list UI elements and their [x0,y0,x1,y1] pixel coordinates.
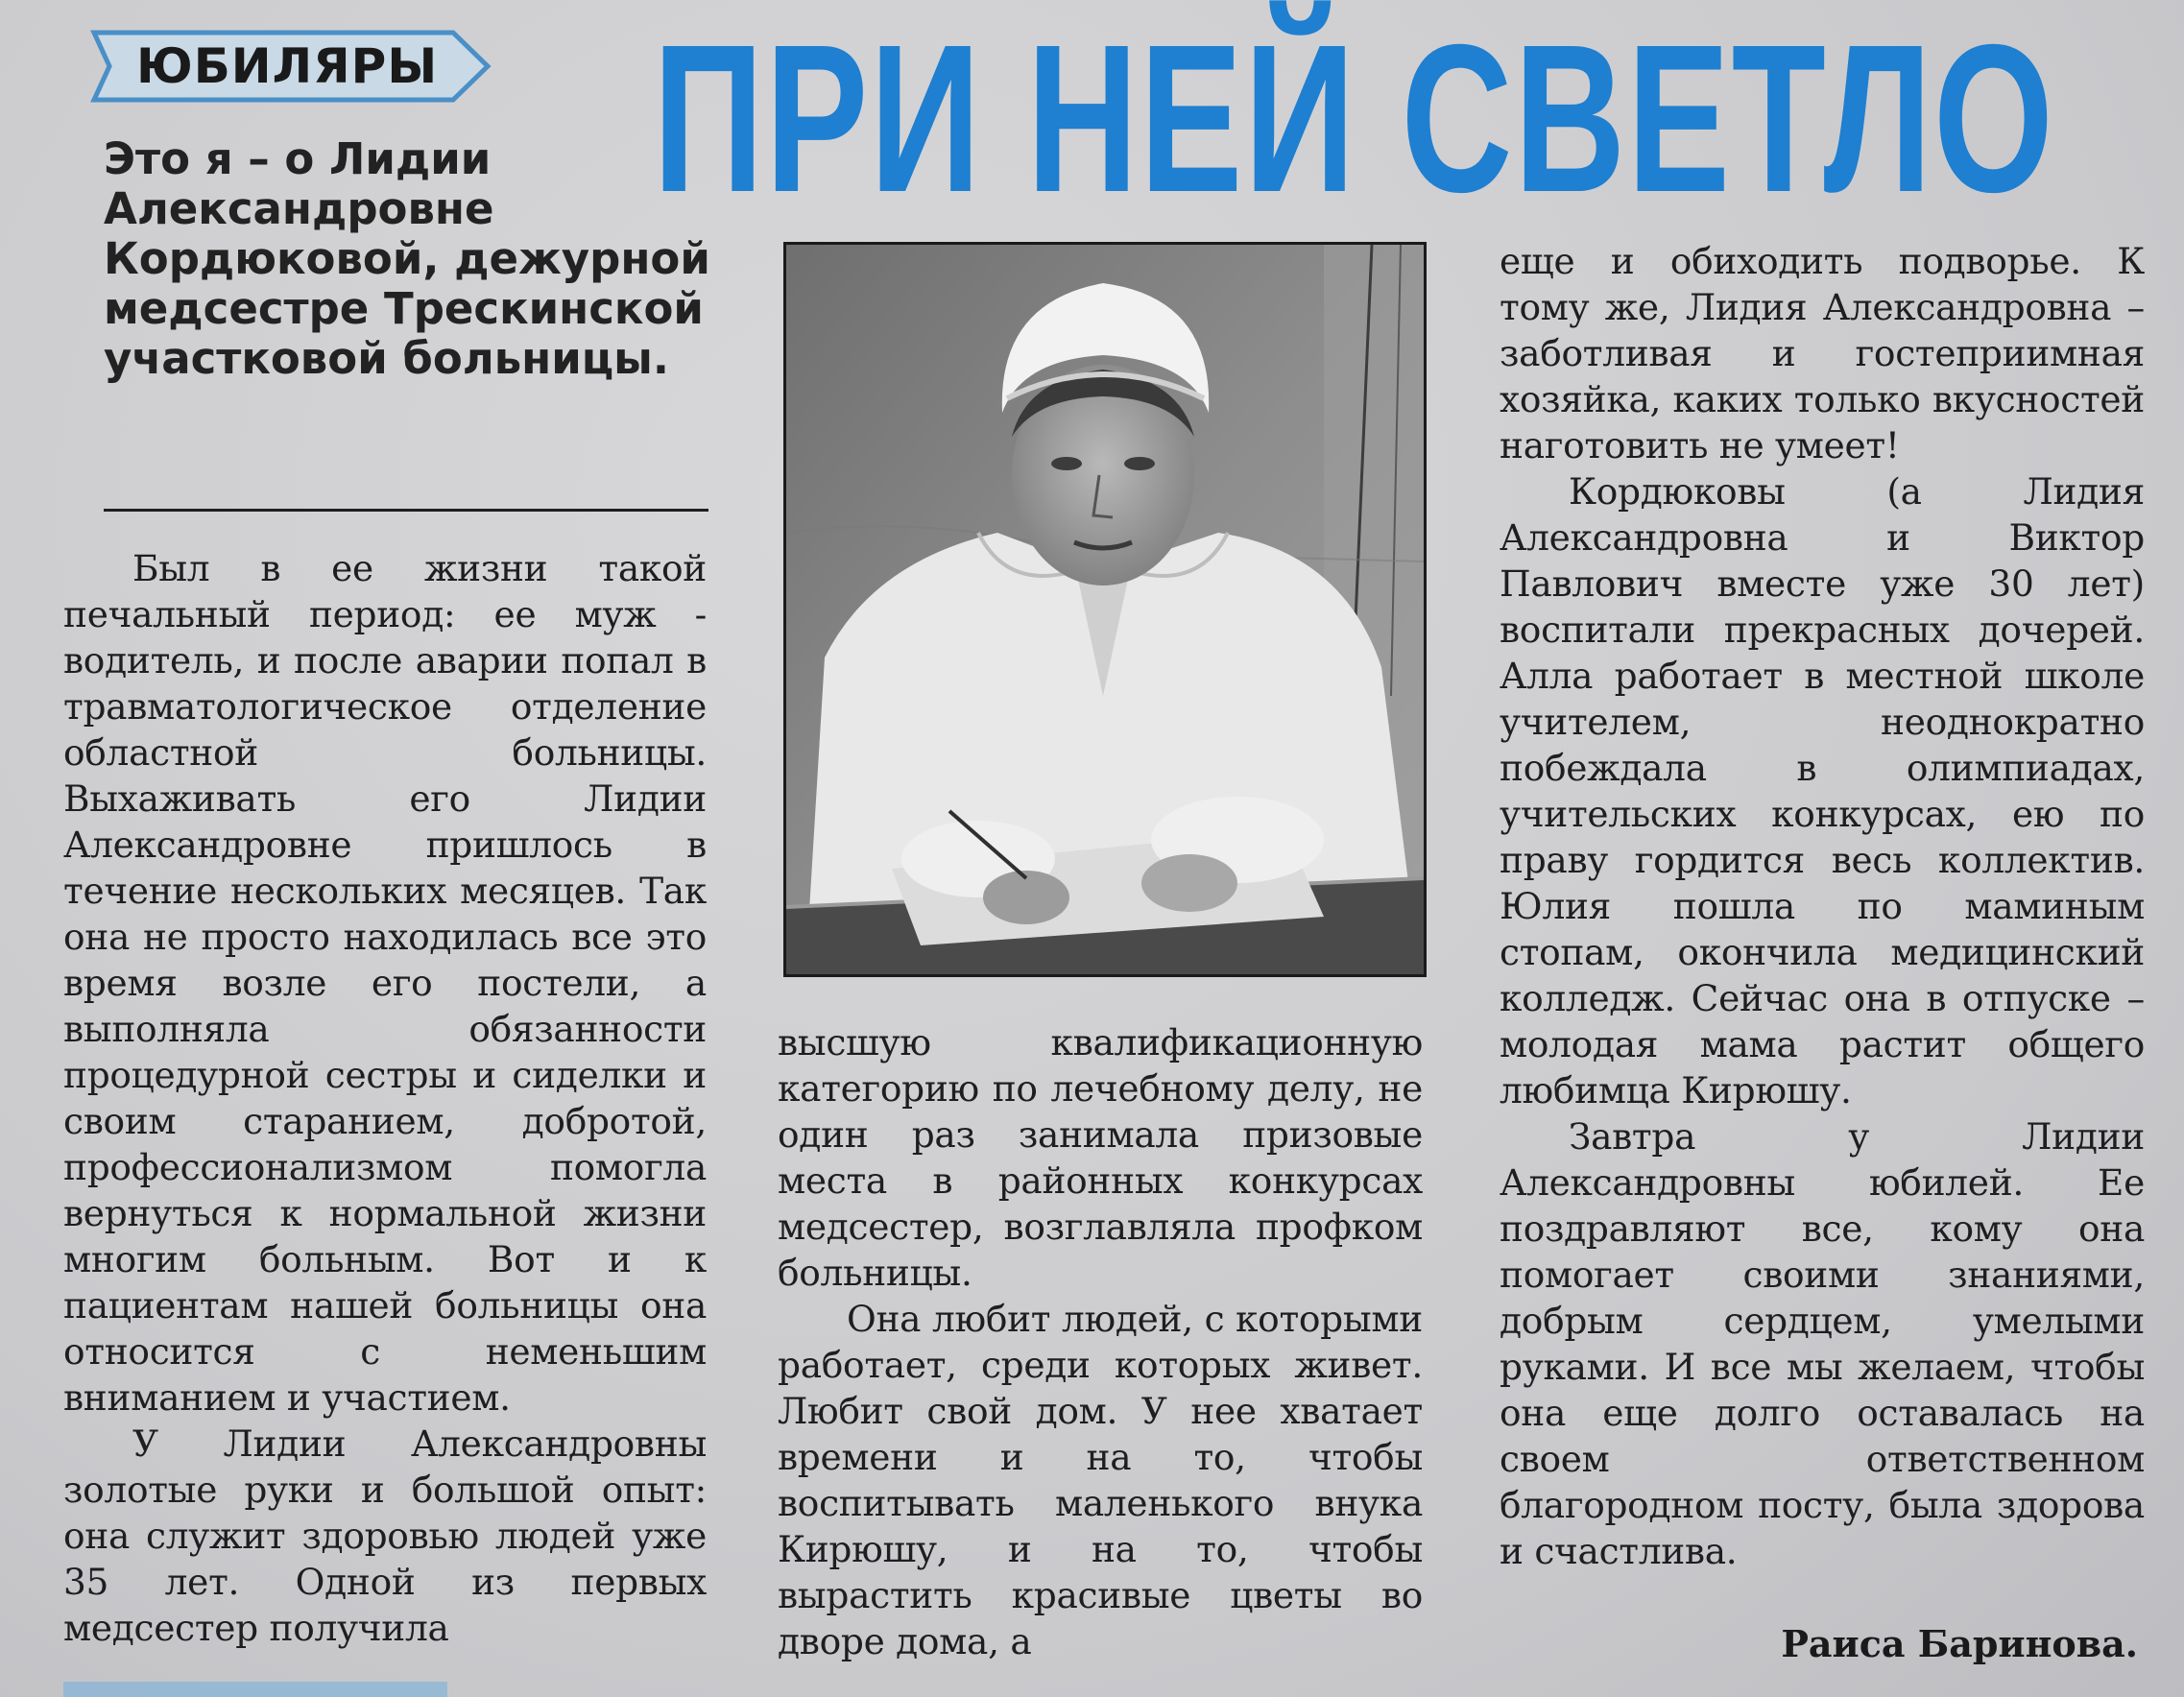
nurse-portrait-image [786,245,1424,974]
bottom-color-strip [63,1682,447,1697]
portrait-photo [783,242,1427,977]
text-column-3 [1500,238,2145,1574]
rubric-label: ЮБИЛЯРЫ [136,38,439,94]
section-rubric [88,29,492,104]
paragraph: Она любит людей, с которыми работает, среди которых живет. Любит свой дом. У нее хватает времени и на то, чтобы воспитывать маленького внука Кирюшу, и на то, чтобы вырастить красивые цветы во дворе дома, а [778,1298,1423,1662]
paragraph: Завтра у Лидии Александровны юбилей. Ее поздравляют все, кому она помогает своими знаниями, добрым сердцем, умелыми руками. И все мы желаем, чтобы она еще долго оставалась на своем ответственном благородном посту, была здорова и счастлива. [1500,1115,2145,1572]
paragraph: высшую квалификационную категорию по лечебному делу, не один раз занимала призовые места в районных конкурсах медсестер, возглавляла профком больницы. [778,1021,1423,1294]
paragraph: еще и обиходить подворье. К тому же, Лидия Александровна – заботливая и гостеприимная хозяйка, каких только вкусностей наготовить не умеет! [1500,240,2145,466]
article-headline: ПРИ НЕЙ СВЕТЛО [653,0,2055,237]
paragraph: У Лидии Александровны золотые руки и большой опыт: она служит здоровью людей уже 35 лет. Одной из первых медсестер получила [63,1422,707,1649]
article-lead: Это я – о Лидии Александровне Кордюковой, дежурной медсестре Трескинской участковой больницы. [104,133,710,384]
text-column-1 [63,545,707,1651]
paragraph: Кордюковы (а Лидия Александровна и Виктор Павлович вместе уже 30 лет) воспитали прекрасных дочерей. Алла работает в местной школе учителем, неоднократно побеждала в олимпиадах, учительских конкурсах, ею по праву гордится весь коллектив. Юлия пошла по маминым стопам, окончила медицинский колледж. Сейчас она в отпуске – молодая мама растит общего любимца Кирюшу. [1500,470,2145,1111]
author-signature: Раиса Баринова. [1781,1622,2138,1665]
text-column-2 [778,1019,1423,1664]
paragraph: Был в ее жизни такой печальный период: ее муж - водитель, и после аварии попал в травматологическое отделение областной больницы. Выхаживать его Лидии Александровне пришлось в течение нескольких месяцев. Так она не просто находилась все это время возле его постели, а выполняла обязанности процедурной сестры и сиделки и своим старанием, добротой, профессионализмом помогла вернуться к нормальной жизни многим больным. Вот и к пациентам нашей больницы она относится с неменьшим вниманием и участием. [63,547,707,1419]
lead-divider [104,509,708,512]
